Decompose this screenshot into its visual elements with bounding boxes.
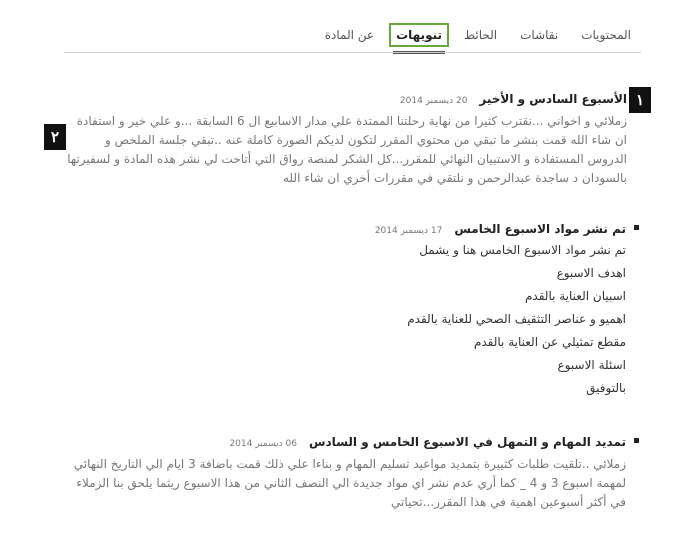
bullet-icon <box>634 438 639 443</box>
tab-about-course[interactable]: عن المادة <box>324 28 375 42</box>
post-title[interactable]: تمديد المهام و التمهل في الاسبوع الخامس و السادس <box>308 435 626 449</box>
post-body: زملائي و اخواني ...نقترب كثيرا من نهاية رحلتنا الممتدة علي مدار الاسابيع ال 6 السابقة ...و علي خير و استفادة ان شاء الله قمت بنشر ما تبقي من محتوي المقرر لتكون لديكم الصورة كاملة عنه ..تبقي جلسة الملخص و الدروس المستفادة و الاستبيان النهائي للمقرر...كل الشكر لمنصة رواق التي أتاحت لي نشر هذه المادة و لسفيرتها بالسودان د ساجدة عبدالرحمن و نلتقي في مقررات أخري ان شاء الله <box>67 114 627 185</box>
post-header <box>67 92 627 106</box>
tabs-divider <box>64 52 641 53</box>
course-tabs <box>310 22 639 48</box>
post-header <box>67 222 639 236</box>
post-date: 17 ديسمبر 2014 <box>374 226 443 236</box>
callout-badge-2: ٢ <box>44 124 66 150</box>
bullet-icon <box>634 225 639 230</box>
post-header <box>67 435 639 449</box>
post-body <box>67 242 639 397</box>
post-line: اهميو و عناصر التثقيف الصحي للعناية بالقدم <box>407 312 626 326</box>
post-date: 20 ديسمبر 2014 <box>399 96 468 106</box>
post-line: اسئلة الاسبوع <box>557 358 626 372</box>
tab-contents[interactable]: المحتويات <box>581 28 631 42</box>
announcement-post-2 <box>67 222 639 397</box>
announcement-post-3 <box>67 435 639 512</box>
tab-discussions[interactable]: نقاشات <box>520 28 559 42</box>
post-line: تم نشر مواد الاسبوع الخامس هنا و يشمل <box>419 243 626 257</box>
post-line: اسبيان العناية بالقدم <box>524 289 626 303</box>
post-line: مقطع تمثيلي عن العناية بالقدم <box>473 335 626 349</box>
post-line: بالتوفيق <box>586 381 626 395</box>
post-date: 06 ديسمبر 2014 <box>229 439 297 449</box>
callout-badge-1: ١ <box>629 87 651 113</box>
post-title[interactable]: الأسبوع السادس و الأخير <box>479 92 627 106</box>
tab-announcements[interactable]: تنويهات <box>389 23 449 47</box>
announcement-post-1 <box>67 92 627 188</box>
post-line: اهدف الاسبوع <box>556 266 626 280</box>
tab-wall[interactable]: الحائط <box>464 28 498 42</box>
post-title[interactable]: تم نشر مواد الاسبوع الخامس <box>454 222 626 236</box>
post-body: زملائي ..تلقيت طلبات كثييرة بتمديد مواعيد تسليم المهام و بناءا علي ذلك قمت باضافة 3 ايام الي التاريخ النهائي لمهمة اسبوع 3 و 4 _ كما أري عدم نشر اي مواد جديدة الي النصف الثاني من هذا الاسبوع ريثما يلحق بنا الزملاء في أكثر أسبوعين اهمية في هذا المقرر...تحياتي <box>73 457 626 509</box>
